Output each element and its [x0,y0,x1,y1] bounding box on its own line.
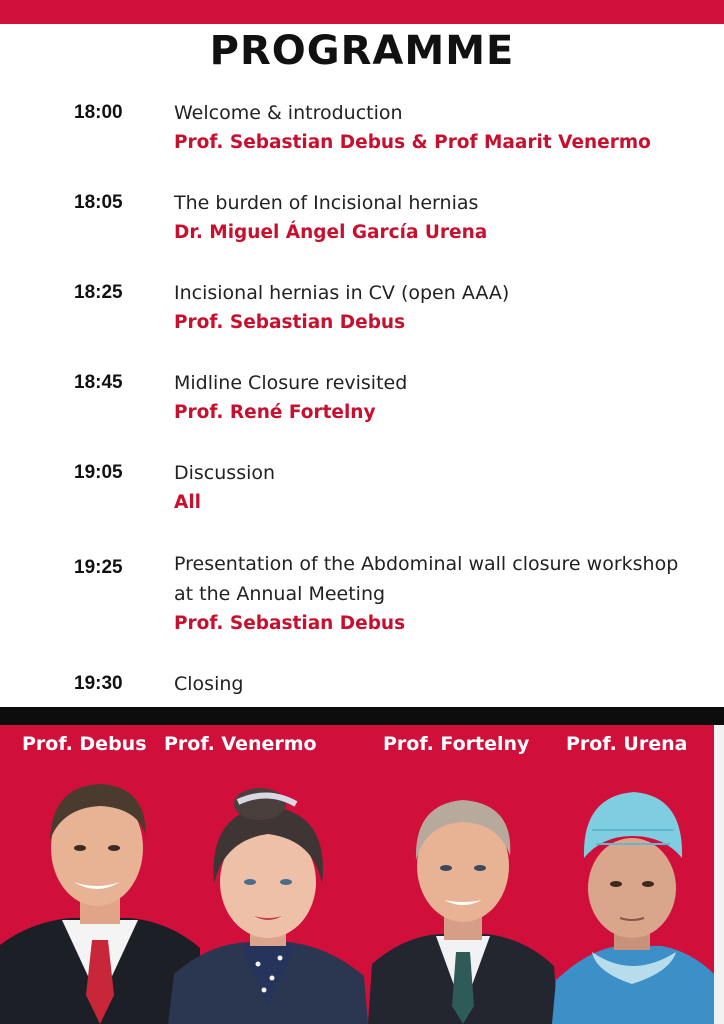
item-talk-line-1: Presentation of the Abdominal wall closure workshop [174,553,679,575]
item-time: 18:25 [74,282,123,303]
speakers-divider-band [0,707,724,725]
item-time: 18:45 [74,372,123,393]
item-time: 18:05 [74,192,123,213]
item-time: 19:05 [74,462,123,483]
portrait-venermo [168,784,368,1024]
panel-edge [714,725,724,1024]
item-speaker: Dr. Miguel Ángel García Urena [174,222,488,243]
top-accent-bar [0,0,724,24]
item-talk: Incisional hernias in CV (open AAA) [174,282,510,304]
item-time: 18:00 [74,102,123,123]
speaker-name-fortelny: Prof. Fortelny [383,733,530,755]
page-title: PROGRAMME [209,28,515,74]
item-talk-line-2: at the Annual Meeting [174,583,386,605]
item-talk: The burden of Incisional hernias [174,192,479,214]
item-time: 19:25 [74,557,123,578]
item-speaker: Prof. René Fortelny [174,402,376,423]
item-speaker: Prof. Sebastian Debus & Prof Maarit Venermo [174,132,651,153]
item-speaker: All [174,492,202,513]
speaker-name-debus: Prof. Debus [22,733,147,755]
speaker-name-venermo: Prof. Venermo [164,733,317,755]
item-time: 19:30 [74,673,123,694]
item-speaker: Prof. Sebastian Debus [174,613,406,634]
item-talk: Discussion [174,462,276,484]
item-talk: Welcome & introduction [174,102,403,124]
item-talk: Midline Closure revisited [174,372,408,394]
portrait-urena [552,784,714,1024]
portrait-fortelny [368,784,558,1024]
item-talk: Closing [174,673,244,695]
speaker-name-urena: Prof. Urena [566,733,688,755]
item-speaker: Prof. Sebastian Debus [174,312,406,333]
